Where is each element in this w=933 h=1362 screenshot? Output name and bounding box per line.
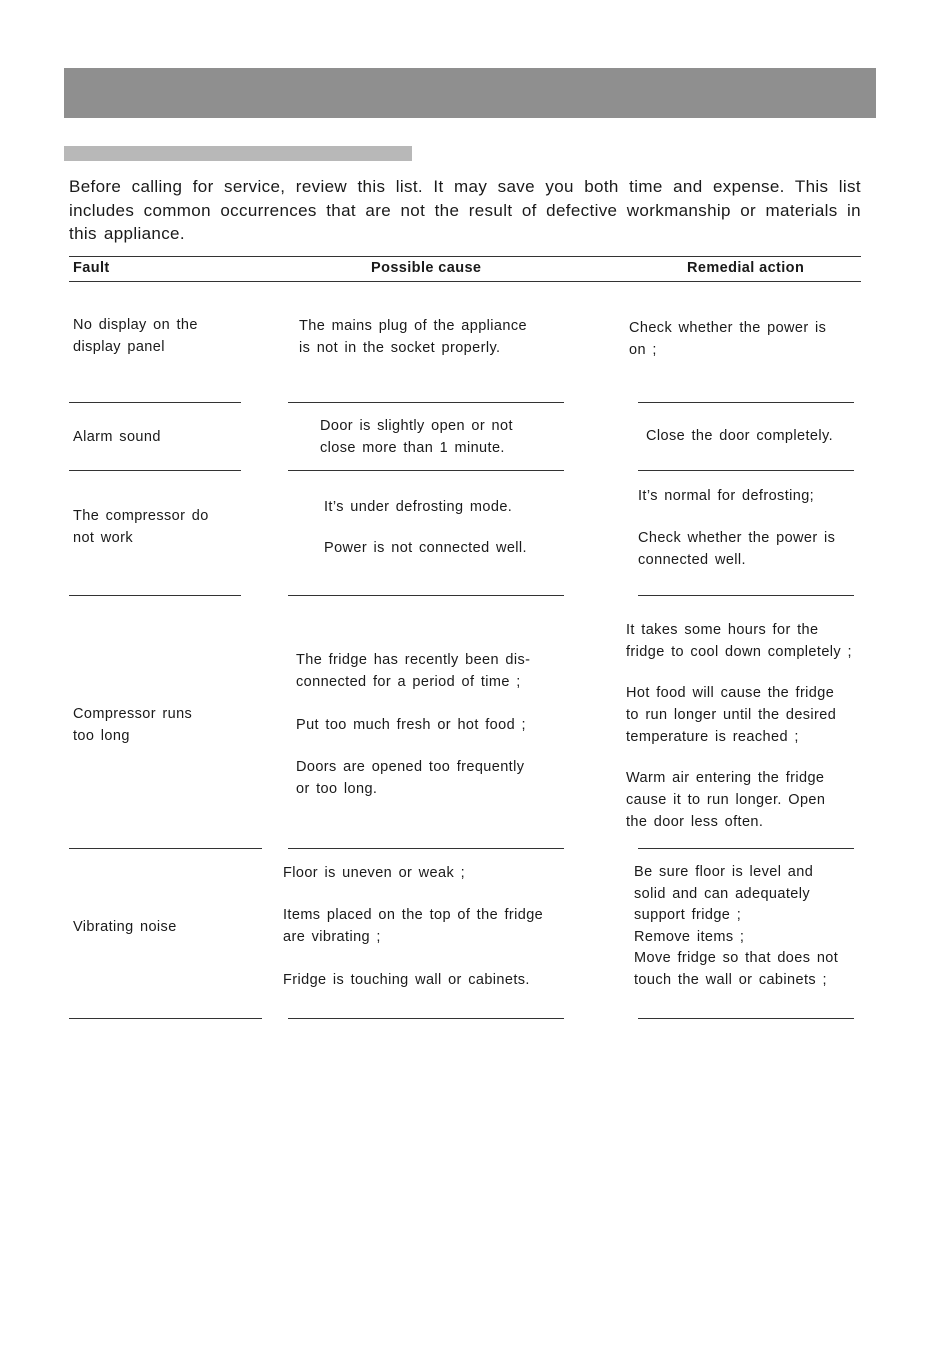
fault-cell: Compressor runs too long xyxy=(73,706,193,744)
fault-cell: Vibrating noise xyxy=(73,919,177,935)
row-divider xyxy=(288,848,564,849)
row-divider xyxy=(638,402,854,403)
row-divider xyxy=(288,595,564,596)
action-cell: Check whether the power is on ; xyxy=(629,320,827,358)
section-header-bar xyxy=(64,68,876,118)
action-cell: Check whether the power is connected well. xyxy=(638,530,836,568)
row-divider xyxy=(69,848,262,849)
row-divider xyxy=(69,470,241,471)
subsection-header-bar xyxy=(64,146,412,161)
row-divider xyxy=(638,595,854,596)
cause-cell: Floor is uneven or weak ; xyxy=(283,865,465,881)
row-divider xyxy=(288,402,564,403)
header-fault: Fault xyxy=(73,260,110,276)
row-divider xyxy=(288,470,564,471)
fault-cell: Alarm sound xyxy=(73,429,161,445)
cause-cell: Put too much fresh or hot food ; xyxy=(296,717,526,733)
table-header-rule xyxy=(69,281,861,282)
cause-cell: The mains plug of the appliance is not in the socket properly. xyxy=(299,318,527,356)
intro-paragraph: Before calling for service, review this list. It may save you both time and expense. This list includes common occurrences that are not the result of defective workmanship or materials in this appliance. xyxy=(69,177,861,243)
cause-cell: The fridge has recently been dis- connected for a period of time ; xyxy=(296,652,531,690)
row-divider xyxy=(69,595,241,596)
cause-cell: Power is not connected well. xyxy=(324,540,527,556)
cause-cell: Fridge is touching wall or cabinets. xyxy=(283,972,530,988)
row-divider xyxy=(638,470,854,471)
cause-cell: Items placed on the top of the fridge are vibrating ; xyxy=(283,907,544,945)
action-cell: It’s normal for defrosting; xyxy=(638,488,815,504)
table-top-rule xyxy=(69,256,861,257)
fault-cell: The compressor do not work xyxy=(73,508,209,546)
action-cell: Close the door completely. xyxy=(646,428,833,444)
action-cell: It takes some hours for the fridge to cool down completely ; xyxy=(626,622,852,660)
row-divider xyxy=(638,848,854,849)
header-remedial-action: Remedial action xyxy=(687,260,805,276)
cause-cell: It’s under defrosting mode. xyxy=(324,499,513,515)
row-divider xyxy=(69,1018,262,1019)
action-cell: Hot food will cause the fridge to run longer until the desired temperature is reached ; xyxy=(626,685,837,745)
fault-cell: No display on the display panel xyxy=(73,317,198,355)
cause-cell: Doors are opened too frequently or too long. xyxy=(296,759,525,797)
row-divider xyxy=(69,402,241,403)
action-cell: Warm air entering the fridge cause it to run longer. Open the door less often. xyxy=(626,770,826,830)
header-possible-cause: Possible cause xyxy=(371,260,482,276)
row-divider xyxy=(288,1018,564,1019)
cause-cell: Door is slightly open or not close more than 1 minute. xyxy=(320,418,513,456)
row-divider xyxy=(638,1018,854,1019)
action-cell: Be sure floor is level and solid and can adequately support fridge ; Remove items ; Move fridge so that does not touch the wall or cabinets ; xyxy=(634,864,839,988)
